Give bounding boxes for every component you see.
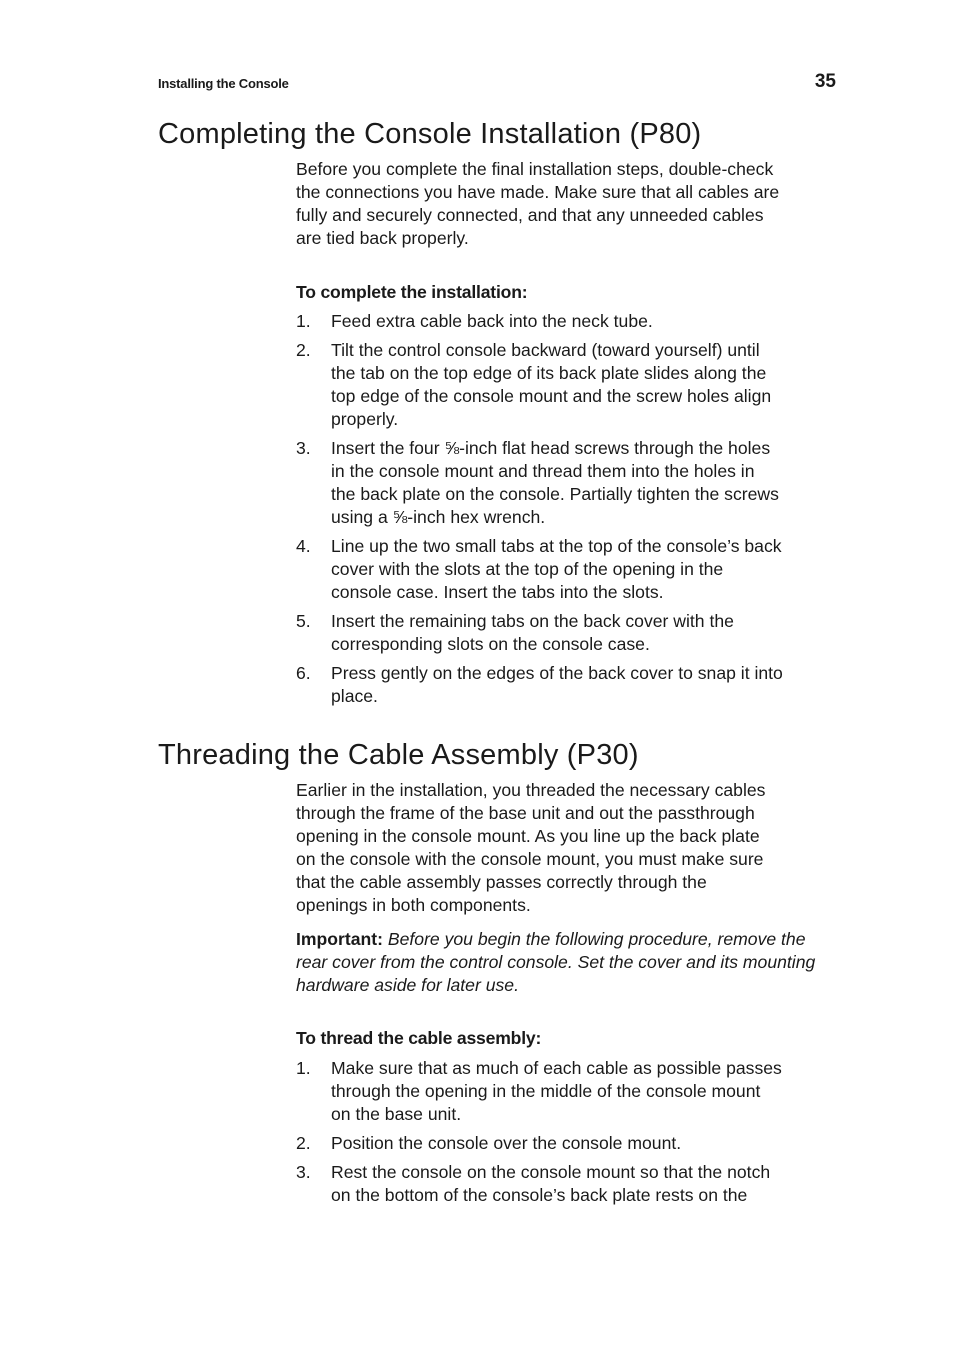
step-line: top edge of the console mount and the screw holes align	[331, 386, 772, 406]
step-number: 1.	[296, 1058, 311, 1078]
section1-steps	[296, 310, 838, 714]
step-item	[296, 310, 838, 333]
step-line: using a ⅝-inch hex wrench.	[331, 507, 546, 527]
step-line: in the console mount and thread them into the holes in	[331, 461, 755, 481]
step-line: cover with the slots at the top of the opening in the	[331, 559, 724, 579]
important-label: Important:	[296, 929, 383, 949]
step-number: 1.	[296, 311, 311, 331]
step-line: Tilt the control console backward (toward yourself) until	[331, 340, 760, 360]
step-list	[296, 1057, 838, 1207]
running-header	[158, 71, 838, 94]
text-line: are tied back properly.	[296, 228, 469, 248]
step-line: the tab on the top edge of its back plate slides along the	[331, 363, 767, 383]
procedure-title-thread-cable: To thread the cable assembly:	[296, 1028, 542, 1048]
procedure-title-complete-installation: To complete the installation:	[296, 282, 528, 302]
step-line: corresponding slots on the console case.	[331, 634, 650, 654]
step-line: console case. Insert the tabs into the slots.	[331, 582, 664, 602]
step-number: 3.	[296, 438, 311, 458]
section2-procedure-title-block	[296, 1027, 838, 1050]
section2-intro-paragraph	[296, 779, 838, 917]
step-line: the back plate on the console. Partially tighten the screws	[331, 484, 779, 504]
important-first-line	[296, 928, 838, 951]
step-line: Insert the four ⅝-inch flat head screws through the holes	[331, 438, 771, 458]
text-line: Before you complete the final installation steps, double-check	[296, 159, 774, 179]
step-item	[296, 1132, 838, 1155]
step-line: Press gently on the edges of the back cover to snap it into	[331, 663, 783, 683]
important-note	[296, 928, 838, 997]
section-heading-completing-installation: Completing the Console Installation (P80)	[158, 118, 702, 150]
step-number: 5.	[296, 611, 311, 631]
step-item	[296, 437, 838, 529]
important-text: hardware aside for later use.	[296, 975, 519, 995]
step-item	[296, 610, 838, 656]
step-number: 3.	[296, 1162, 311, 1182]
text-line: openings in both components.	[296, 895, 531, 915]
step-line: through the opening in the middle of the console mount	[331, 1081, 761, 1101]
step-number: 2.	[296, 340, 311, 360]
section2-steps	[296, 1057, 838, 1213]
step-line: Position the console over the console mount.	[331, 1133, 682, 1153]
step-item	[296, 662, 838, 708]
step-line: Line up the two small tabs at the top of the console’s back	[331, 536, 782, 556]
text-line: through the frame of the base unit and out the passthrough	[296, 803, 755, 823]
important-paragraph	[296, 928, 838, 997]
running-title: Installing the Console	[158, 76, 289, 91]
step-line: properly.	[331, 409, 399, 429]
text-line: Earlier in the installation, you threaded the necessary cables	[296, 780, 766, 800]
text-line: that the cable assembly passes correctly through the	[296, 872, 707, 892]
step-line: Rest the console on the console mount so that the notch	[331, 1162, 771, 1182]
section1-procedure-title-block	[296, 281, 838, 304]
step-number: 4.	[296, 536, 311, 556]
step-item	[296, 1057, 838, 1126]
important-text: rear cover from the control console. Set the cover and its mounting	[296, 952, 816, 972]
step-list	[296, 310, 838, 708]
step-number: 6.	[296, 663, 311, 683]
text-line: on the console with the console mount, you must make sure	[296, 849, 764, 869]
step-item	[296, 535, 838, 604]
section1-intro	[296, 158, 838, 250]
section2-intro	[296, 779, 838, 917]
step-line: Insert the remaining tabs on the back cover with the	[331, 611, 734, 631]
text-line: fully and securely connected, and that any unneeded cables	[296, 205, 764, 225]
step-line: place.	[331, 686, 378, 706]
step-line: on the base unit.	[331, 1104, 462, 1124]
text-line: the connections you have made. Make sure that all cables are	[296, 182, 780, 202]
step-line: Make sure that as much of each cable as possible passes	[331, 1058, 782, 1078]
step-line: on the bottom of the console’s back plate rests on the	[331, 1185, 748, 1205]
step-line: Feed extra cable back into the neck tube.	[331, 311, 653, 331]
text-line: opening in the console mount. As you line up the back plate	[296, 826, 760, 846]
step-item	[296, 339, 838, 431]
page-number: 35	[814, 71, 836, 92]
section1-intro-paragraph	[296, 158, 838, 250]
step-number: 2.	[296, 1133, 311, 1153]
section-heading-threading-cable: Threading the Cable Assembly (P30)	[158, 739, 639, 771]
important-text: Before you begin the following procedure, remove the	[382, 929, 806, 949]
step-item	[296, 1161, 838, 1207]
